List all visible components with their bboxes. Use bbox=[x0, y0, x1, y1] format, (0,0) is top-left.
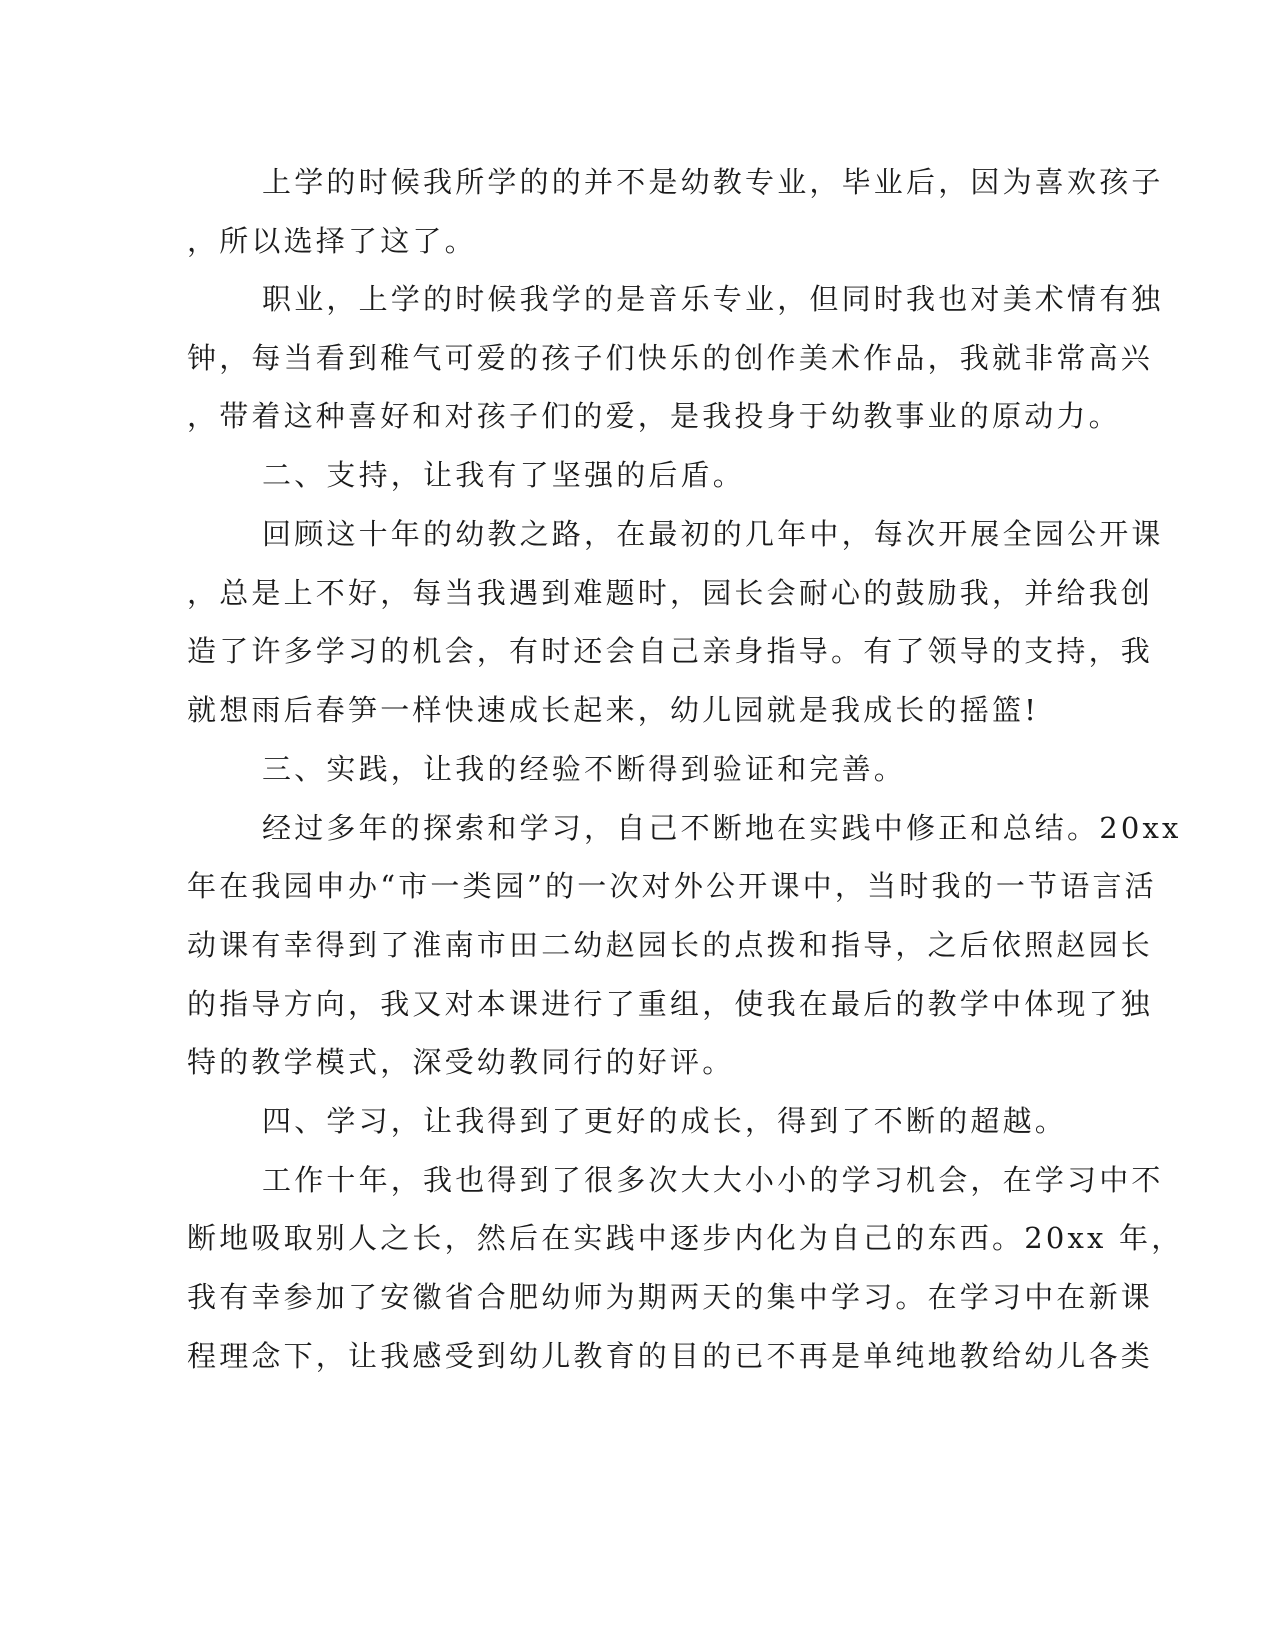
text-line: 职业，上学的时候我学的是音乐专业，但同时我也对美术情有独 bbox=[262, 282, 1164, 316]
text-line: ，带着这种喜好和对孩子们的爱，是我投身于幼教事业的原动力。 bbox=[187, 399, 1121, 433]
section-heading: 四、学习，让我得到了更好的成长，得到了不断的超越。 bbox=[262, 1104, 1068, 1138]
text-line: ，所以选择了这了。 bbox=[187, 224, 477, 258]
text-line: 动课有幸得到了淮南市田二幼赵园长的点拨和指导，之后依照赵园长 bbox=[187, 928, 1154, 962]
text-line: 钟，每当看到稚气可爱的孩子们快乐的创作美术作品，我就非常高兴 bbox=[187, 341, 1154, 375]
text-line: 的指导方向，我又对本课进行了重组，使我在最后的教学中体现了独 bbox=[187, 987, 1154, 1021]
text-line: 程理念下，让我感受到幼儿教育的目的已不再是单纯地教给幼儿各类 bbox=[187, 1339, 1154, 1373]
text-line: 造了许多学习的机会，有时还会自己亲身指导。有了领导的支持，我 bbox=[187, 634, 1154, 668]
text-line: 回顾这十年的幼教之路，在最初的几年中，每次开展全园公开课 bbox=[262, 517, 1164, 551]
text-line: 断地吸取别人之长，然后在实践中逐步内化为自己的东西。20xx 年， bbox=[187, 1221, 1184, 1255]
section-heading: 三、实践，让我的经验不断得到验证和完善。 bbox=[262, 752, 907, 786]
text-line: ，总是上不好，每当我遇到难题时，园长会耐心的鼓励我，并给我创 bbox=[187, 576, 1154, 610]
text-line: 经过多年的探索和学习，自己不断地在实践中修正和总结。20xx bbox=[262, 811, 1182, 845]
text-line: 特的教学模式，深受幼教同行的好评。 bbox=[187, 1045, 735, 1079]
text-line: 我有幸参加了安徽省合肥幼师为期两天的集中学习。在学习中在新课 bbox=[187, 1280, 1154, 1314]
section-heading: 二、支持，让我有了坚强的后盾。 bbox=[262, 458, 746, 492]
text-line: 工作十年，我也得到了很多次大大小小的学习机会，在学习中不 bbox=[262, 1163, 1164, 1197]
text-line: 年在我园申办“市一类园”的一次对外公开课中，当时我的一节语言活 bbox=[187, 869, 1157, 903]
text-line: 上学的时候我所学的的并不是幼教专业，毕业后，因为喜欢孩子 bbox=[262, 165, 1164, 199]
text-line: 就想雨后春笋一样快速成长起来，幼儿园就是我成长的摇篮! bbox=[187, 693, 1040, 727]
